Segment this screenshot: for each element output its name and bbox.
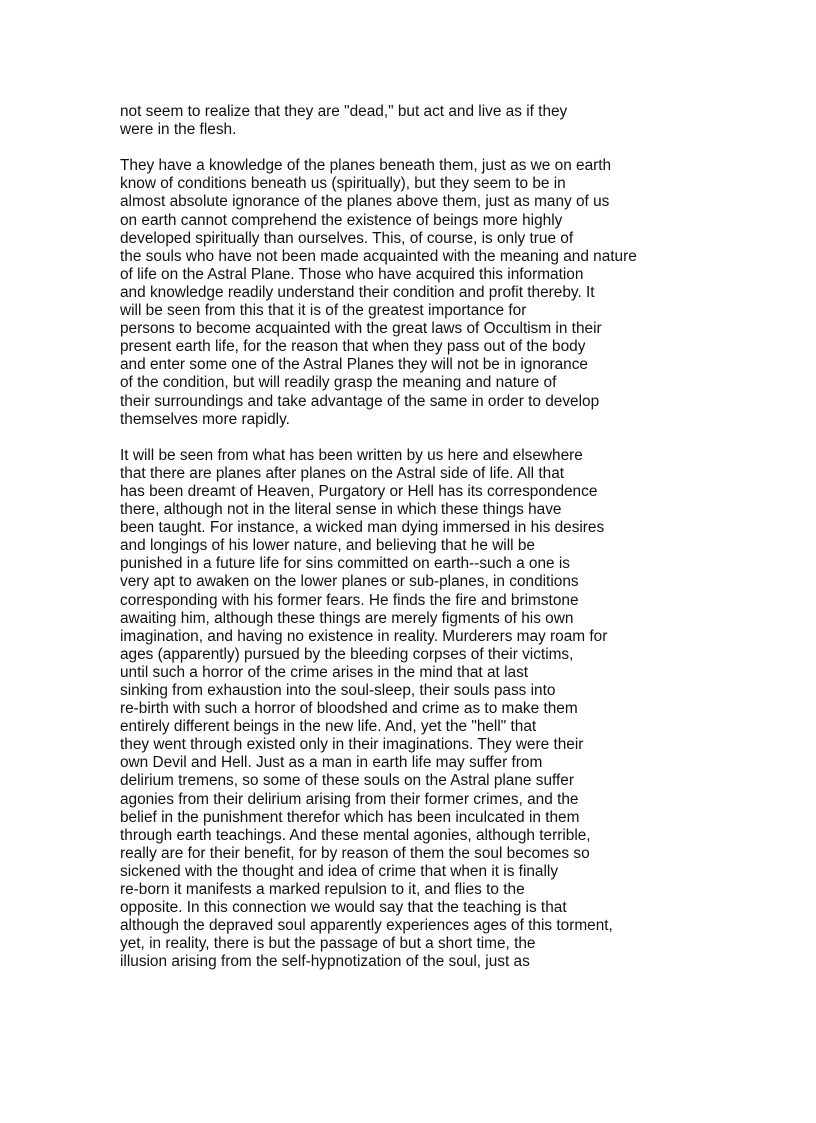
text-line: They have a knowledge of the planes beneath them, just as we on earth <box>120 157 612 175</box>
text-line: has been dreamt of Heaven, Purgatory or Hell has its correspondence <box>120 482 598 500</box>
text-line: present earth life, for the reason that when they pass out of the body <box>120 338 586 356</box>
text-line: It will be seen from what has been written by us here and elsewhere <box>120 446 583 464</box>
text-line: through earth teachings. And these mental agonies, although terrible, <box>120 826 591 844</box>
text-line: and longings of his lower nature, and believing that he will be <box>120 537 535 555</box>
text-line: punished in a future life for sins committed on earth--such a one is <box>120 555 570 573</box>
text-line: they went through existed only in their imaginations. They were their <box>120 736 584 754</box>
text-line: there, although not in the literal sense in which these things have <box>120 501 562 519</box>
text-line: and enter some one of the Astral Planes they will not be in ignorance <box>120 356 588 374</box>
text-line: on earth cannot comprehend the existence of beings more highly <box>120 211 563 229</box>
text-line: re-birth with such a horror of bloodshed and crime as to make them <box>120 700 578 718</box>
text-line: opposite. In this connection we would say that the teaching is that <box>120 899 567 917</box>
body-text <box>120 103 740 990</box>
paragraph <box>120 447 740 972</box>
text-line: of the condition, but will readily grasp the meaning and nature of <box>120 374 557 392</box>
text-line: developed spiritually than ourselves. This, of course, is only true of <box>120 229 574 247</box>
text-line: will be seen from this that it is of the greatest importance for <box>120 302 527 320</box>
paragraph <box>120 157 740 428</box>
text-line: and knowledge readily understand their condition and profit thereby. It <box>120 283 595 301</box>
text-line: belief in the punishment therefor which has been inculcated in them <box>120 808 580 826</box>
text-line: until such a horror of the crime arises in the mind that at last <box>120 663 529 681</box>
text-line: not seem to realize that they are "dead," but act and live as if they <box>120 103 568 120</box>
text-line: sinking from exhaustion into the soul-sleep, their souls pass into <box>120 682 556 699</box>
text-line: themselves more rapidly. <box>120 410 290 428</box>
text-line: sickened with the thought and idea of crime that when it is finally <box>120 862 559 880</box>
text-line: almost absolute ignorance of the planes above them, just as many of us <box>120 193 610 211</box>
text-line: own Devil and Hell. Just as a man in earth life may suffer from <box>120 754 543 772</box>
text-line: persons to become acquainted with the great laws of Occultism in their <box>120 320 602 338</box>
text-line: illusion arising from the self-hypnotization of the soul, just as <box>120 953 530 971</box>
text-line: were in the flesh. <box>120 121 237 139</box>
text-line: awaiting him, although these things are merely figments of his own <box>120 609 574 627</box>
text-line: delirium tremens, so some of these souls on the Astral plane suffer <box>120 772 574 790</box>
text-line: their surroundings and take advantage of the same in order to develop <box>120 392 600 410</box>
text-line: agonies from their delirium arising from their former crimes, and the <box>120 790 579 808</box>
text-line: really are for their benefit, for by reason of them the soul becomes so <box>120 844 590 862</box>
text-line: of life on the Astral Plane. Those who have acquired this information <box>120 265 584 283</box>
text-line: very apt to awaken on the lower planes or sub-planes, in conditions <box>120 573 579 591</box>
text-line: re-born it manifests a marked repulsion to it, and flies to the <box>120 881 525 899</box>
paragraph <box>120 103 740 139</box>
text-line: know of conditions beneath us (spiritually), but they seem to be in <box>120 175 566 193</box>
text-line: although the depraved soul apparently experiences ages of this torment, <box>120 917 613 935</box>
text-line: imagination, and having no existence in reality. Murderers may roam for <box>120 627 608 645</box>
text-line: the souls who have not been made acquainted with the meaning and nature <box>120 247 637 265</box>
text-line: entirely different beings in the new life. And, yet the "hell" that <box>120 718 537 736</box>
text-line: yet, in reality, there is but the passage of but a short time, the <box>120 935 536 953</box>
text-line: been taught. For instance, a wicked man dying immersed in his desires <box>120 519 605 537</box>
text-line: corresponding with his former fears. He finds the fire and brimstone <box>120 591 579 609</box>
text-line: ages (apparently) pursued by the bleeding corpses of their victims, <box>120 645 574 663</box>
text-line: that there are planes after planes on the Astral side of life. All that <box>120 464 565 482</box>
